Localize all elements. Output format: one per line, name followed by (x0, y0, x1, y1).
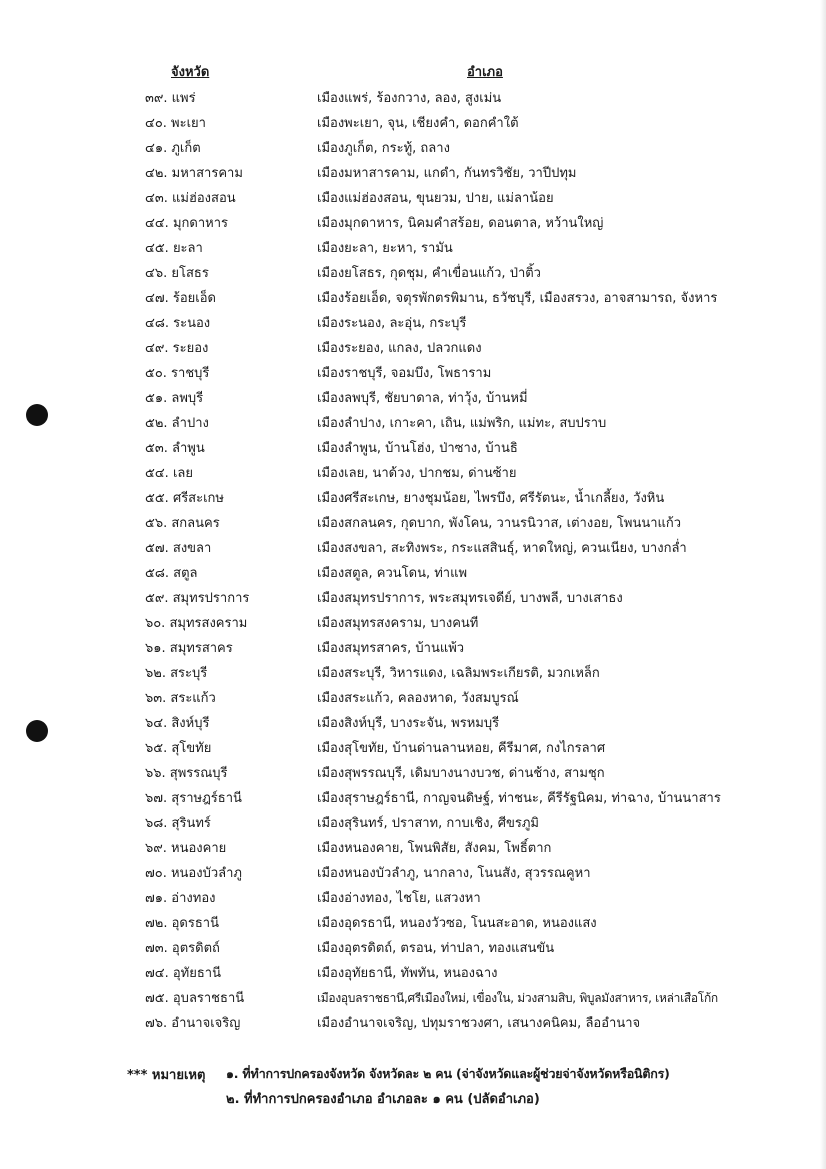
table-row (0, 261, 826, 286)
table-row (0, 186, 826, 211)
province-name: ๗๑. อ่างทอง (145, 891, 216, 906)
table-row (0, 636, 826, 661)
table-row (0, 86, 826, 111)
table-row (0, 911, 826, 936)
district-list: เมืองร้อยเอ็ด, จตุรพักตรพิมาน, ธวัชบุรี, เมืองสรวง, อาจสามารถ, จังหาร (317, 291, 718, 306)
district-list: เมืองแม่ฮ่องสอน, ขุนยวม, ปาย, แม่ลาน้อย (317, 191, 554, 206)
table-row (0, 136, 826, 161)
province-name: ๔๗. ร้อยเอ็ด (145, 291, 216, 306)
table-row (0, 811, 826, 836)
table-row (0, 836, 826, 861)
district-list: เมืองภูเก็ต, กระทู้, ถลาง (317, 141, 450, 156)
district-list: เมืองอุบลราชธานี,ศรีเมืองใหม่, เขื่องใน, ม่วงสามสิบ, พิบูลมังสาหาร, เหล่าเสือโก้ก (317, 991, 718, 1005)
table-row (0, 861, 826, 886)
table-row (0, 1011, 826, 1036)
table-row (0, 886, 826, 911)
district-list: เมืองศรีสะเกษ, ยางชุมน้อย, ไพรบึง, ศรีรัตนะ, น้ำเกลี้ยง, วังหิน (317, 491, 665, 506)
district-list: เมืองอุทัยธานี, ทัพทัน, หนองฉาง (317, 966, 498, 981)
province-name: ๗๖. อำนาจเจริญ (145, 1016, 241, 1031)
province-name: ๕๗. สงขลา (145, 541, 212, 556)
province-name: ๔๙. ระยอง (145, 341, 209, 356)
table-row (0, 761, 826, 786)
table-row (0, 586, 826, 611)
table-row (0, 236, 826, 261)
province-name: ๔๘. ระนอง (145, 316, 211, 331)
district-list: เมืองสุรินทร์, ปราสาท, กาบเชิง, ศีขรภูมิ (317, 816, 539, 831)
province-name: ๗๔. อุทัยธานี (145, 966, 221, 981)
district-list: เมืองสุราษฎร์ธานี, กาญจนดิษฐ์, ท่าชนะ, คีรีรัฐนิคม, ท่าฉาง, บ้านนาสาร (317, 791, 721, 806)
province-name: ๔๑. ภูเก็ต (145, 141, 201, 156)
district-list: เมืองสมุทรสาคร, บ้านแพ้ว (317, 641, 465, 656)
district-list: เมืองอำนาจเจริญ, ปทุมราชวงศา, เสนางคนิคม, ลืออำนาจ (317, 1016, 641, 1031)
province-name: ๔๖. ยโสธร (145, 266, 209, 281)
district-list: เมืองระนอง, ละอุ่น, กระบุรี (317, 316, 467, 331)
province-name: ๖๕. สุโขทัย (145, 741, 212, 756)
province-name: ๕๕. ศรีสะเกษ (145, 491, 224, 506)
province-name: ๖๑. สมุทรสาคร (145, 641, 233, 656)
province-name: ๕๖. สกลนคร (145, 516, 220, 531)
table-row (0, 211, 826, 236)
table-row (0, 286, 826, 311)
district-list: เมืองสมุทรสงคราม, บางคนที (317, 616, 479, 631)
province-name: ๖๔. สิงห์บุรี (145, 716, 210, 731)
district-list: เมืองสระแก้ว, คลองหาด, วังสมบูรณ์ (317, 691, 519, 706)
district-list: เมืองลำปาง, เกาะคา, เถิน, แม่พริก, แม่ทะ, สบปราบ (317, 416, 607, 431)
table-row (0, 986, 826, 1011)
table-row (0, 511, 826, 536)
province-name: ๕๙. สมุทรปราการ (145, 591, 250, 606)
table-row (0, 461, 826, 486)
province-name: ๖๓. สระแก้ว (145, 691, 216, 706)
district-list: เมืองลพบุรี, ชัยบาดาล, ท่าวุ้ง, บ้านหมี่ (317, 391, 528, 406)
province-name: ๗๒. อุดรธานี (145, 916, 219, 931)
province-name: ๖๖. สุพรรณบุรี (145, 766, 228, 781)
province-name: ๓๙. แพร่ (145, 91, 196, 106)
district-list: เมืองอุตรดิตถ์, ตรอน, ท่าปลา, ทองแสนขัน (317, 941, 555, 956)
district-list: เมืองสตูล, ควนโดน, ท่าแพ (317, 566, 468, 581)
district-list: เมืองสงขลา, สะทิงพระ, กระแสสินธุ์, หาดใหญ่, ควนเนียง, บางกล่ำ (317, 541, 687, 556)
district-list: เมืองลำพูน, บ้านโฮ่ง, ป่าซาง, บ้านธิ (317, 441, 518, 456)
district-list: เมืองพะเยา, จุน, เชียงคำ, ดอกคำใต้ (317, 116, 519, 131)
district-list: เมืองสิงห์บุรี, บางระจัน, พรหมบุรี (317, 716, 500, 731)
table-header (0, 61, 826, 83)
district-list: เมืองราชบุรี, จอมบึง, โพธาราม (317, 366, 492, 381)
district-list: เมืองสกลนคร, กุดบาก, พังโคน, วานรนิวาส, เต่างอย, โพนนาแก้ว (317, 516, 682, 531)
table-row (0, 336, 826, 361)
province-name: ๖๗. สุราษฎร์ธานี (145, 791, 242, 806)
province-name: ๕๘. สตูล (145, 566, 198, 581)
district-list: เมืองยะลา, ยะหา, รามัน (317, 241, 453, 256)
table-row (0, 111, 826, 136)
district-list: เมืองเลย, นาด้วง, ปากชม, ด่านซ้าย (317, 466, 517, 481)
table-row (0, 661, 826, 686)
table-row (0, 561, 826, 586)
table-row (0, 361, 826, 386)
district-list: เมืองหนองบัวลำภู, นากลาง, โนนสัง, สุวรรณคูหา (317, 866, 591, 881)
province-name: ๕๐. ราชบุรี (145, 366, 210, 381)
province-name: ๖๐. สมุทรสงคราม (145, 616, 248, 631)
table-row (0, 736, 826, 761)
province-name: ๗๕. อุบลราชธานี (145, 991, 245, 1006)
district-list: เมืองมุกดาหาร, นิคมคำสร้อย, ดอนตาล, หว้านใหญ่ (317, 216, 604, 231)
note-text-2: ๒. ที่ทำการปกครองอำเภอ อำเภอละ ๑ คน (ปลัดอำเภอ) (226, 1092, 540, 1107)
table-row (0, 611, 826, 636)
note-label: *** หมายเหตุ (127, 1068, 206, 1083)
province-name: ๔๓. แม่ฮ่องสอน (145, 191, 236, 206)
district-list: เมืองสุโขทัย, บ้านด่านลานหอย, คีรีมาศ, กงไกรลาศ (317, 741, 606, 756)
table-row (0, 961, 826, 986)
note-text-1: ๑. ที่ทำการปกครองจังหวัด จังหวัดละ ๒ คน (จ่าจังหวัดและผู้ช่วยจ่าจังหวัดหรือนิติกร) (226, 1066, 670, 1081)
table-row (0, 786, 826, 811)
table-row (0, 711, 826, 736)
table-row (0, 411, 826, 436)
district-list: เมืองอุดรธานี, หนองวัวซอ, โนนสะอาด, หนองแสง (317, 916, 597, 931)
province-name: ๗๓. อุตรดิตถ์ (145, 941, 220, 956)
district-list: เมืองสมุทรปราการ, พระสมุทรเจดีย์, บางพลี, บางเสาธง (317, 591, 623, 606)
province-name: ๔๕. ยะลา (145, 241, 203, 256)
district-list: เมืองสระบุรี, วิหารแดง, เฉลิมพระเกียรติ, มวกเหล็ก (317, 666, 600, 681)
province-name: ๖๒. สระบุรี (145, 666, 208, 681)
province-name: ๕๔. เลย (145, 466, 193, 481)
table-row (0, 311, 826, 336)
district-list: เมืองมหาสารคาม, แกดำ, กันทรวิชัย, วาปีปทุม (317, 166, 577, 181)
district-list: เมืองหนองคาย, โพนพิสัย, สังคม, โพธิ์ตาก (317, 841, 552, 856)
province-name: ๗๐. หนองบัวลำภู (145, 866, 242, 881)
province-name: ๕๓. ลำพูน (145, 441, 205, 456)
table-row (0, 686, 826, 711)
table-row (0, 486, 826, 511)
district-list: เมืองสุพรรณบุรี, เดิมบางนางบวช, ด่านช้าง, สามชุก (317, 766, 605, 781)
province-name: ๔๔. มุกดาหาร (145, 216, 228, 231)
district-list: เมืองแพร่, ร้องกวาง, ลอง, สูงเม่น (317, 91, 502, 106)
table-row (0, 436, 826, 461)
header-districts: อำเภอ (467, 65, 503, 80)
header-province: จังหวัด (171, 65, 210, 80)
province-name: ๕๑. ลพบุรี (145, 391, 204, 406)
district-list: เมืองยโสธร, กุดชุม, คำเขื่อนแก้ว, ป่าติ้ว (317, 266, 541, 281)
district-list: เมืองอ่างทอง, ไชโย, แสวงหา (317, 891, 481, 906)
province-name: ๖๙. หนองคาย (145, 841, 227, 856)
province-list (0, 86, 826, 1036)
table-row (0, 936, 826, 961)
province-name: ๖๘. สุรินทร์ (145, 816, 211, 831)
table-row (0, 386, 826, 411)
province-name: ๕๒. ลำปาง (145, 416, 209, 431)
district-list: เมืองระยอง, แกลง, ปลวกแดง (317, 341, 482, 356)
table-row (0, 536, 826, 561)
province-name: ๔๒. มหาสารคาม (145, 166, 243, 181)
table-row (0, 161, 826, 186)
province-name: ๔๐. พะเยา (145, 116, 206, 131)
